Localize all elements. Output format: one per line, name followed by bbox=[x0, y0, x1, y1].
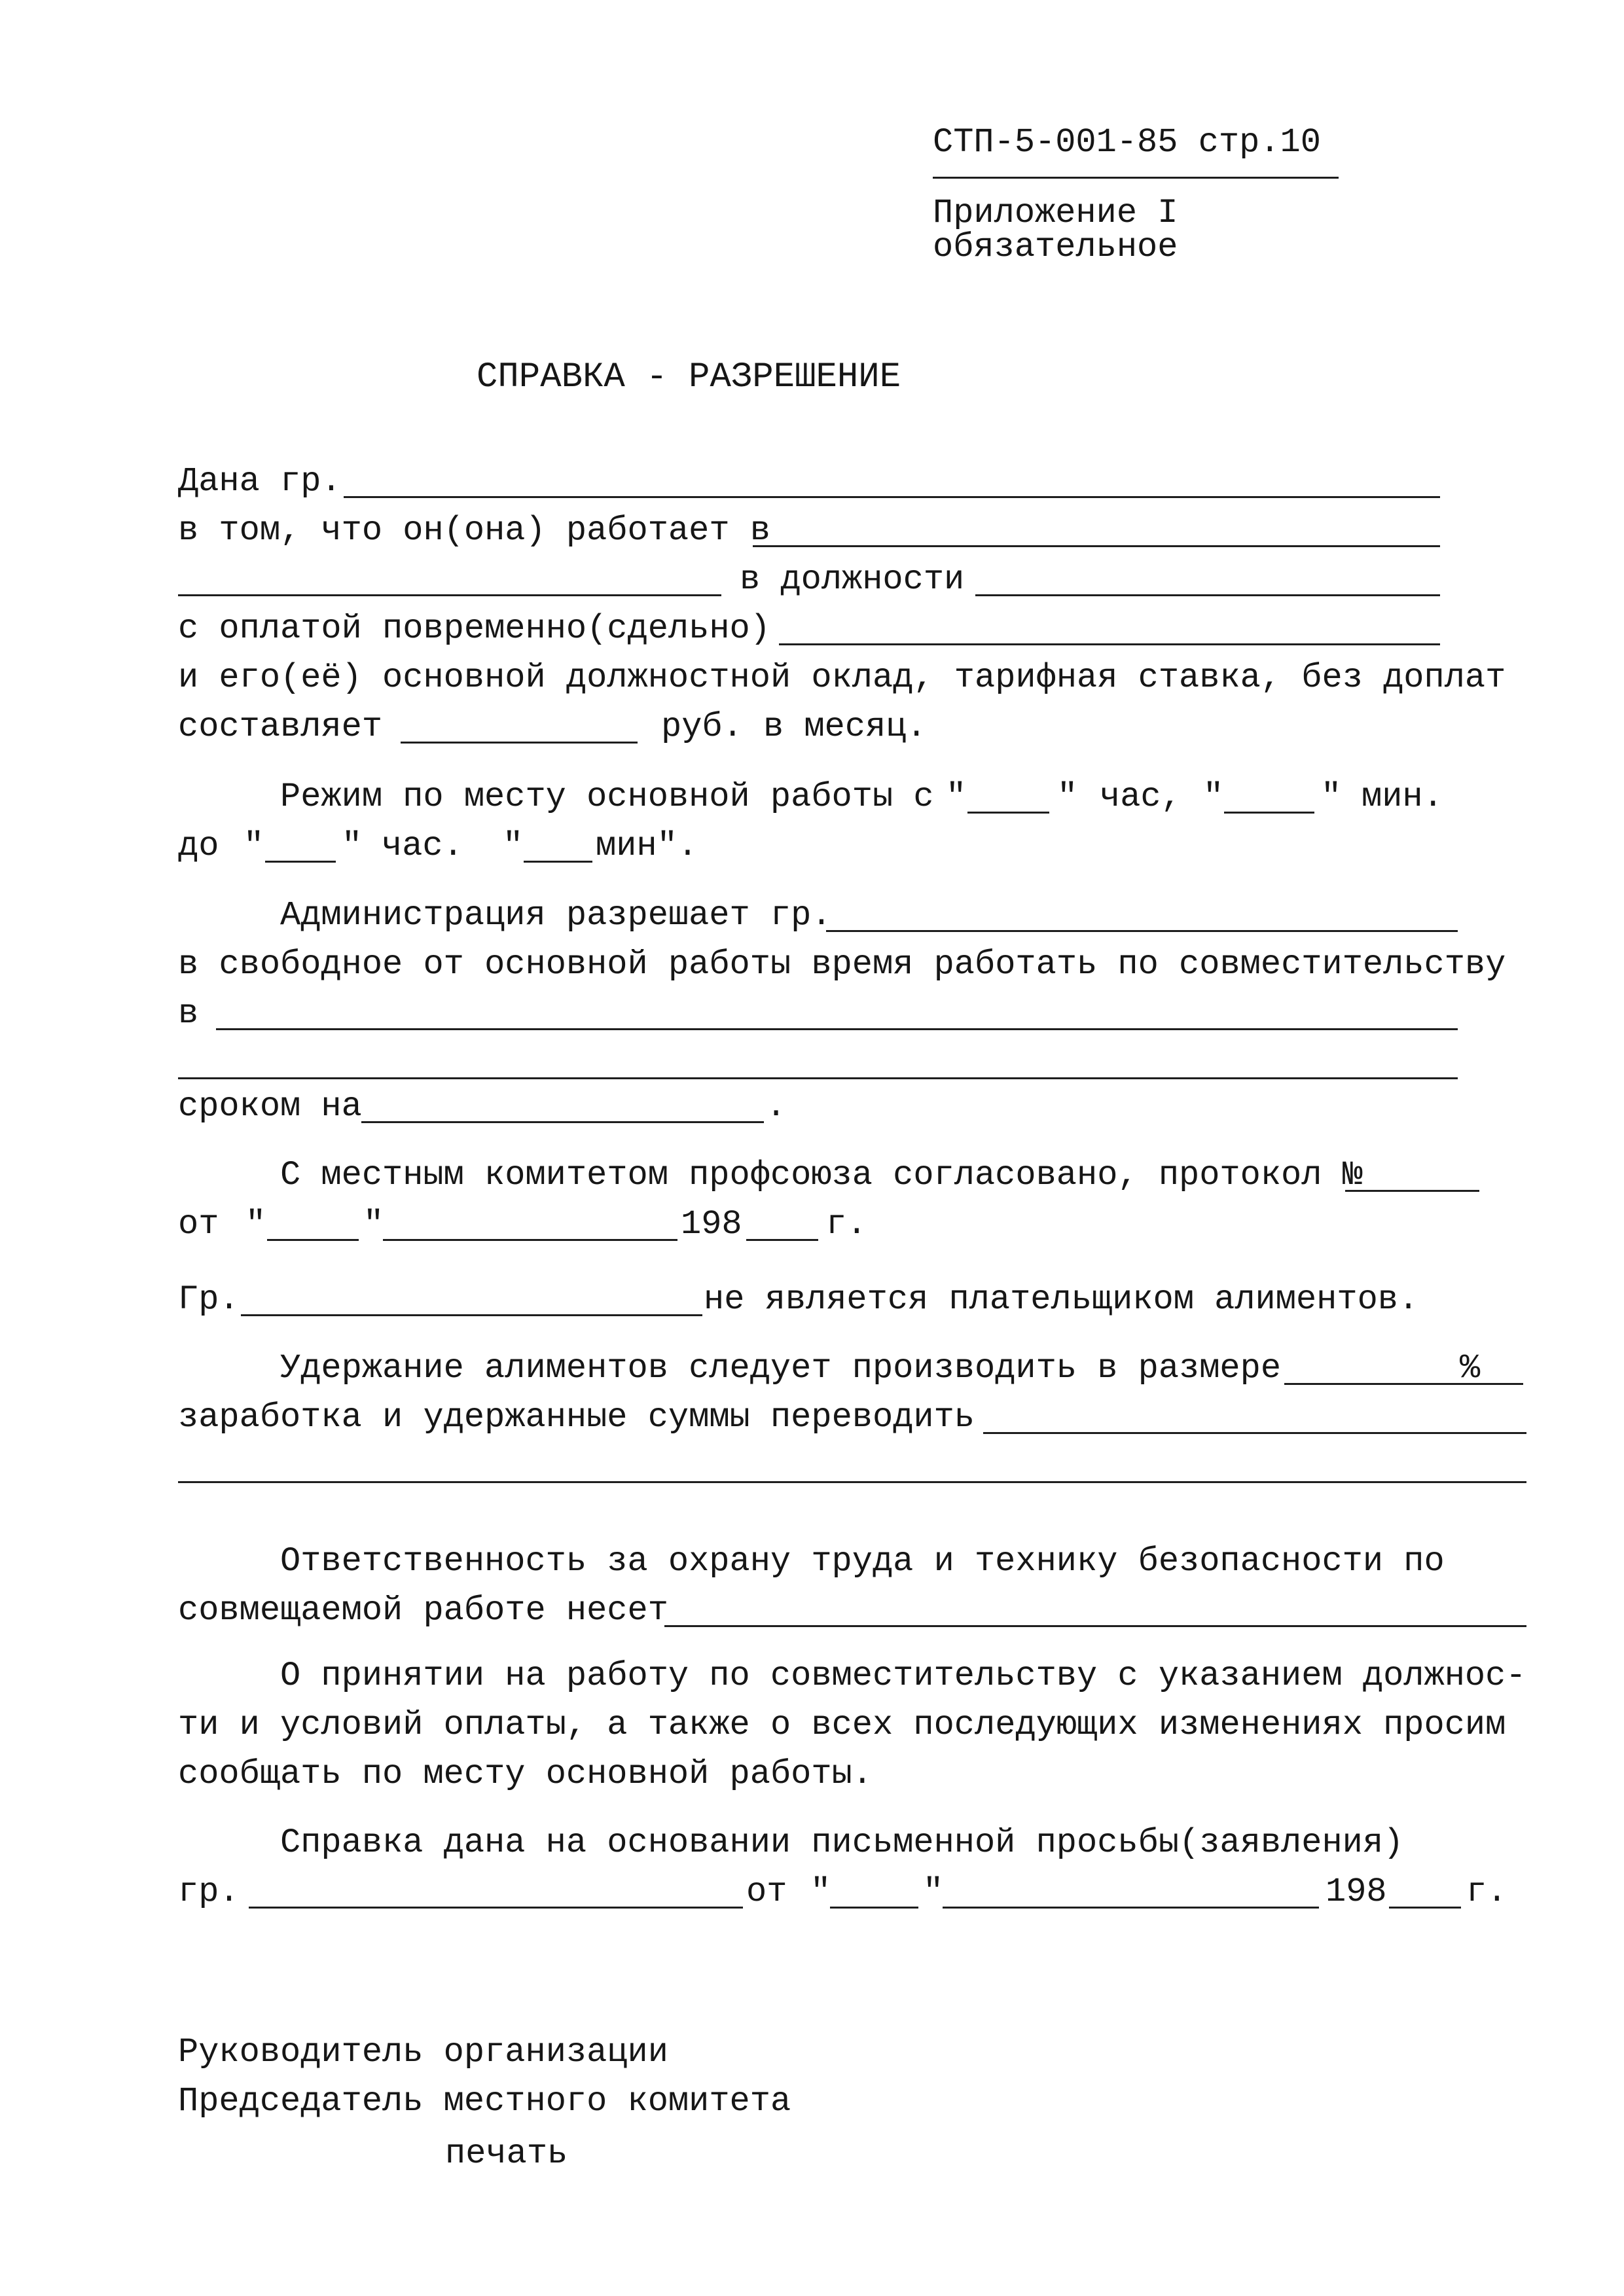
basis-text: Справка дана на основании письменной просьбы(заявления) bbox=[280, 1823, 1404, 1862]
name-field[interactable] bbox=[344, 496, 1440, 498]
end-minute-field[interactable] bbox=[524, 861, 592, 863]
percent-sign: % bbox=[1460, 1349, 1481, 1388]
in-label: в bbox=[178, 994, 199, 1033]
quote-mark: " bbox=[810, 1873, 831, 1911]
notify-text-2: ти и условий оплаты, а также о всех последующих изменениях просим bbox=[178, 1706, 1506, 1744]
pay-mode-label: с оплатой повременно(сдельно) bbox=[178, 609, 770, 648]
quote-mark: " bbox=[1321, 778, 1342, 816]
workplace-field[interactable] bbox=[753, 545, 1440, 547]
responsibility-text-2: совмещаемой работе несет bbox=[178, 1591, 668, 1630]
quote-mark: " bbox=[244, 827, 264, 865]
protocol-day-field[interactable] bbox=[267, 1239, 359, 1241]
year-prefix: 198 bbox=[681, 1205, 742, 1244]
pay-mode-field[interactable] bbox=[779, 643, 1440, 645]
earnings-transfer-text: заработка и удержанные суммы переводить bbox=[178, 1398, 975, 1437]
salary-field[interactable] bbox=[401, 742, 638, 744]
year-suffix-2: г. bbox=[1466, 1873, 1507, 1911]
given-to-label: Дана гр. bbox=[178, 462, 342, 501]
transfer-destination-field[interactable] bbox=[983, 1432, 1526, 1434]
admin-permits-label: Администрация разрешает гр. bbox=[280, 896, 832, 935]
works-at-label: в том, что он(она) работает в bbox=[178, 511, 770, 550]
citizen-short-label: гр. bbox=[178, 1873, 240, 1911]
quote-mark: " bbox=[1057, 778, 1078, 816]
header-underline bbox=[933, 177, 1339, 179]
protocol-number-field[interactable] bbox=[1345, 1190, 1479, 1192]
from-label: от bbox=[178, 1205, 219, 1244]
alimony-percent-field[interactable] bbox=[1284, 1383, 1523, 1385]
from-label-2: от bbox=[746, 1873, 787, 1911]
end-hour-field[interactable] bbox=[265, 861, 336, 863]
union-agreed-text: С местным комитетом профсоюза согласовано, протокол № bbox=[280, 1156, 1363, 1194]
position-label: в должности bbox=[740, 560, 965, 599]
protocol-month-field[interactable] bbox=[383, 1239, 677, 1241]
term-field[interactable] bbox=[361, 1121, 764, 1123]
quote-mark: " bbox=[363, 1205, 384, 1244]
application-day-field[interactable] bbox=[830, 1907, 918, 1909]
notify-text-3: сообщать по месту основной работы. bbox=[178, 1755, 873, 1793]
free-time-text: в свободное от основной работы время работать по совместительству bbox=[178, 945, 1506, 984]
year-suffix: г. bbox=[826, 1205, 867, 1244]
year-prefix-2: 198 bbox=[1326, 1873, 1387, 1911]
amounts-to-label: составляет bbox=[178, 708, 383, 746]
until-label: до bbox=[178, 827, 219, 865]
alimony-deduction-text: Удержание алиментов следует производить в размере bbox=[280, 1349, 1282, 1388]
quote-mark: " bbox=[1203, 778, 1224, 816]
hour-label-2: час. bbox=[382, 827, 463, 865]
secondary-workplace-field-cont[interactable] bbox=[178, 1077, 1458, 1079]
term-period: . bbox=[766, 1087, 787, 1126]
citizen-label: Гр. bbox=[178, 1280, 240, 1319]
schedule-label: Режим по месту основной работы с bbox=[280, 778, 934, 816]
secondary-workplace-field[interactable] bbox=[216, 1028, 1458, 1030]
protocol-year-field[interactable] bbox=[746, 1239, 818, 1241]
citizen-name-field[interactable] bbox=[241, 1314, 702, 1316]
quote-mark: " bbox=[923, 1873, 944, 1911]
quote-mark: " bbox=[245, 1205, 266, 1244]
responsibility-text-1: Ответственность за охрану труда и технику безопасности по bbox=[280, 1542, 1445, 1581]
minute-label: мин. bbox=[1362, 778, 1443, 816]
quote-mark: " bbox=[946, 778, 967, 816]
transfer-destination-field-cont[interactable] bbox=[178, 1481, 1526, 1483]
permitted-name-field[interactable] bbox=[826, 930, 1458, 932]
hour-label: час, bbox=[1100, 778, 1182, 816]
page-title: СПРАВКА - РАЗРЕШЕНИЕ bbox=[477, 357, 901, 397]
per-month-label: руб. в месяц. bbox=[661, 708, 927, 746]
application-year-field[interactable] bbox=[1389, 1907, 1461, 1909]
start-hour-field[interactable] bbox=[967, 812, 1049, 814]
start-minute-field[interactable] bbox=[1224, 812, 1314, 814]
appendix-label: Приложение I bbox=[933, 194, 1178, 232]
position-field[interactable] bbox=[975, 594, 1440, 596]
quote-mark: " bbox=[503, 827, 524, 865]
application-month-field[interactable] bbox=[943, 1907, 1319, 1909]
not-payer-text: не является плательщиком алиментов. bbox=[704, 1280, 1419, 1319]
quote-mark: " bbox=[342, 827, 363, 865]
term-label: сроком на bbox=[178, 1087, 362, 1126]
head-signature-label: Руководитель организации bbox=[178, 2033, 668, 2072]
workplace-field-cont[interactable] bbox=[178, 594, 721, 596]
responsible-person-field[interactable] bbox=[664, 1625, 1526, 1627]
stamp-label: печать bbox=[445, 2134, 568, 2173]
appendix-status: обязательное bbox=[933, 228, 1178, 266]
doc-code: СТП-5-001-85 стр.10 bbox=[933, 123, 1321, 162]
minute-label-2: мин". bbox=[596, 827, 698, 865]
salary-text: и его(её) основной должностной оклад, тарифная ставка, без доплат bbox=[178, 658, 1506, 697]
applicant-name-field[interactable] bbox=[249, 1907, 743, 1909]
chairman-signature-label: Председатель местного комитета bbox=[178, 2082, 791, 2121]
notify-text-1: О принятии на работу по совместительству с указанием должнос- bbox=[280, 1657, 1526, 1695]
